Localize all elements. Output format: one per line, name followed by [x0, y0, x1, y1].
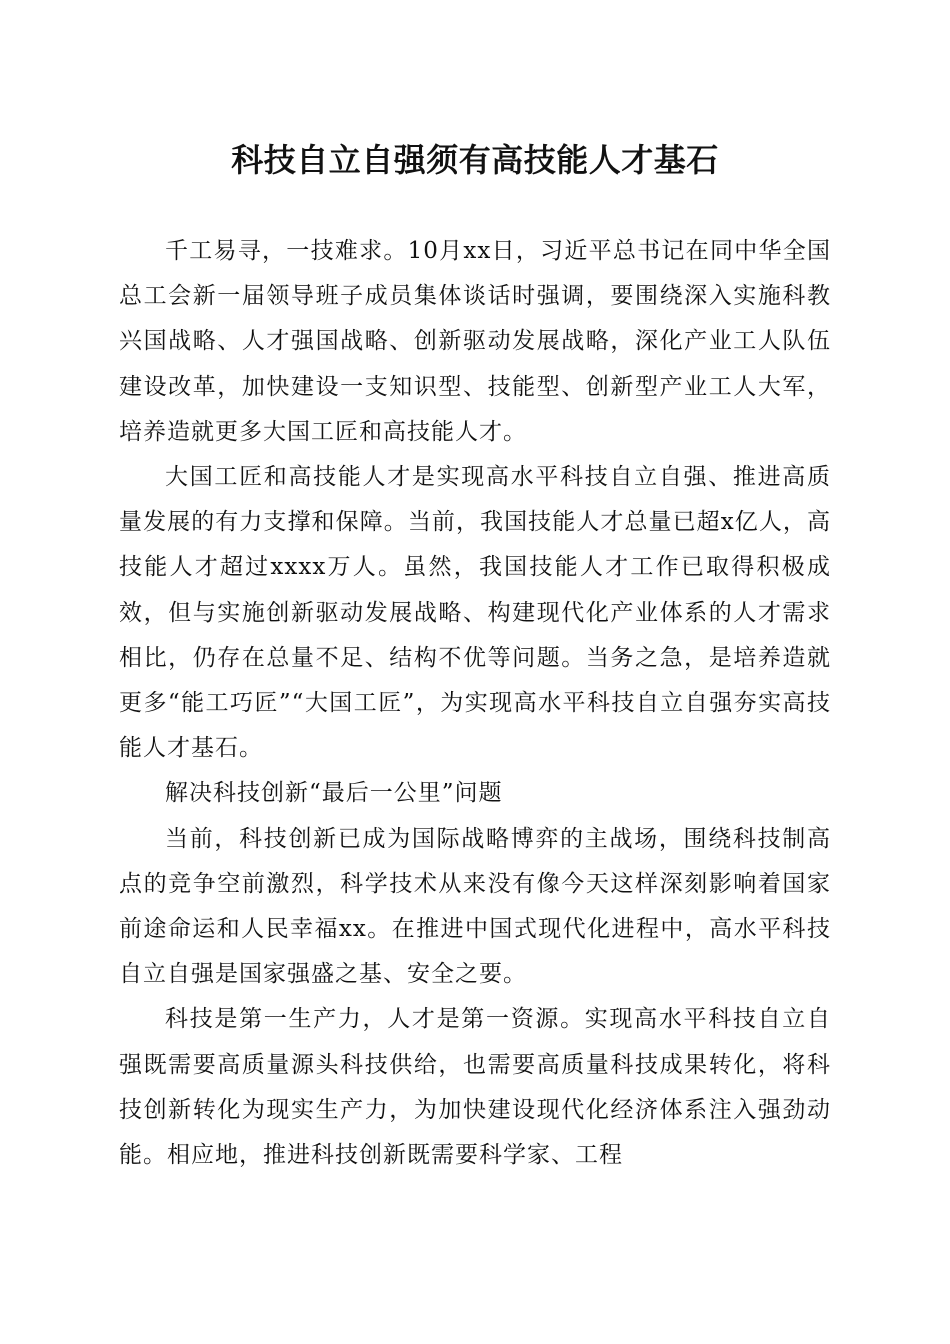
paragraph-2: 大国工匠和高技能人才是实现高水平科技自立自强、推进高质量发展的有力支撑和保障。当前，我国技能人才总量已超x亿人，高技能人才超过xxxx万人。虽然，我国技能人才工作已取得积极成效，但与实施创新驱动发展战略、构建现代化产业体系的人才需求相比，仍存在总量不足、结构不优等问题。当务之急，是培养造就更多“能工巧匠”“大国工匠”，为实现高水平科技自立自强夯实高技能人才基石。 [119, 464, 831, 762]
paragraph-1: 千工易寻，一技难求。10月xx日，习近平总书记在同中华全国总工会新一届领导班子成员集体谈话时强调，要围绕深入实施科教兴国战略、人才强国战略、创新驱动发展战略，深化产业工人队伍建设改革，加快建设一支知识型、技能型、创新型产业工人大军，培养造就更多大国工匠和高技能人才。 [119, 238, 831, 445]
paragraph-4: 科技是第一生产力，人才是第一资源。实现高水平科技自立自强既需要高质量源头科技供给，也需要高质量科技成果转化，将科技创新转化为现实生产力，为加快建设现代化经济体系注入强劲动能。相应地，推进科技创新既需要科学家、工程 [119, 1006, 831, 1169]
section-heading: 解决科技创新“最后一公里”问题 [165, 780, 503, 807]
paragraph-3: 当前，科技创新已成为国际战略博弈的主战场，围绕科技制高点的竞争空前激烈，科学技术从来没有像今天这样深刻影响着国家前途命运和人民幸福xx。在推进中国式现代化进程中，高水平科技自立自强是国家强盛之基、安全之要。 [119, 825, 831, 988]
document-title: 科技自立自强须有高技能人才基石 [231, 141, 719, 179]
document-body [119, 229, 831, 1178]
